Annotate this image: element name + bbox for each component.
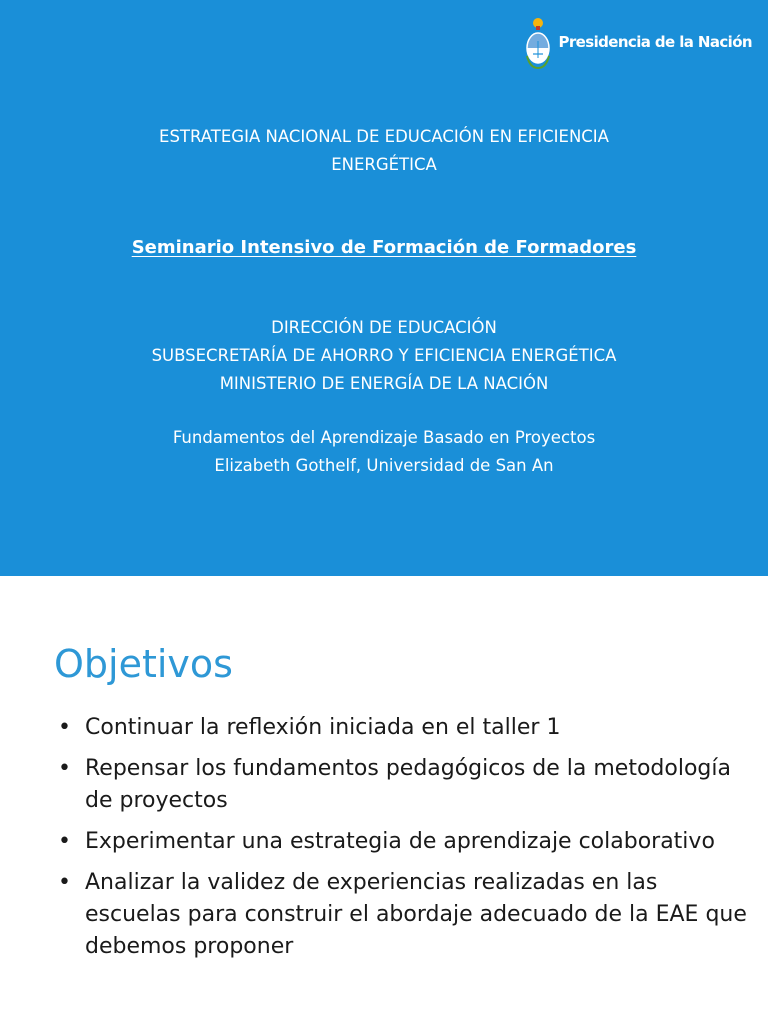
objectives-list <box>58 712 748 972</box>
organization-line-1: DIRECCIÓN DE EDUCACIÓN <box>271 318 497 337</box>
strategy-line-2: ENERGÉTICA <box>331 155 437 174</box>
list-item <box>58 867 748 963</box>
objective-text: Analizar la validez de experiencias realizadas en las escuelas para construir el abordaje adecuado de la EAE que debemos proponer <box>85 870 747 959</box>
objective-text: Repensar los fundamentos pedagógicos de la metodología de proyectos <box>85 756 731 813</box>
list-item <box>58 753 748 817</box>
list-item <box>58 826 748 858</box>
logo-text: Presidencia de la Nación <box>558 33 752 51</box>
topic-line-2: Elizabeth Gothelf, Universidad de San An <box>214 456 554 475</box>
organization-line-3: MINISTERIO DE ENERGÍA DE LA NACIÓN <box>219 374 549 393</box>
bullet-icon: • <box>58 756 71 781</box>
strategy-line-1: ESTRATEGIA NACIONAL DE EDUCACIÓN EN EFICIENCIA <box>159 127 609 146</box>
objective-text: Experimentar una estrategia de aprendizaje colaborativo <box>85 829 715 854</box>
argentina-coat-of-arms-icon <box>524 14 552 70</box>
topic-line-1: Fundamentos del Aprendizaje Basado en Proyectos <box>172 428 596 447</box>
bullet-icon: • <box>58 870 71 895</box>
topic-block <box>0 424 768 480</box>
list-item <box>58 712 748 744</box>
organization-line-2: SUBSECRETARÍA DE AHORRO Y EFICIENCIA ENERGÉTICA <box>151 346 617 365</box>
bullet-icon: • <box>58 715 71 740</box>
objective-text: Continuar la reflexión iniciada en el taller 1 <box>85 715 561 740</box>
presidencia-logo <box>524 14 752 70</box>
bullet-icon: • <box>58 829 71 854</box>
objectives-title: Objetivos <box>54 642 233 686</box>
objectives-slide <box>0 576 768 1024</box>
seminar-title: Seminario Intensivo de Formación de Formadores <box>131 237 637 258</box>
strategy-heading <box>0 123 768 179</box>
organization-block <box>0 314 768 398</box>
